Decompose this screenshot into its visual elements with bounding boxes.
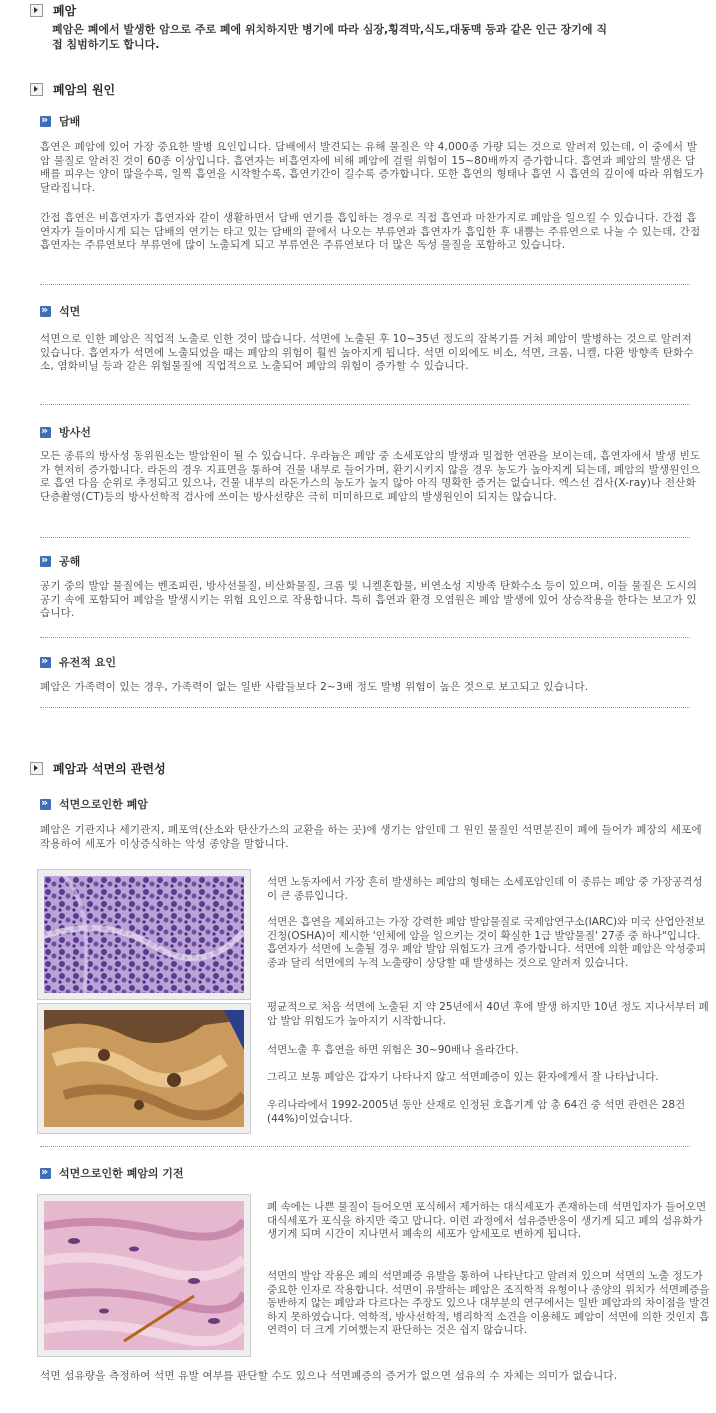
subsection-title-radiation: [40, 424, 91, 440]
subsection-title-text: 방사선: [59, 426, 91, 439]
caused-side-2: 석면은 흡연을 제외하고는 가장 강력한 폐암 발암물질로 국제암연구소(IARC)와 미국 산업안전보건청(OSHA)이 제시한 '인체에 암을 일으키는 것이 확실한 1급 발암물질' 27종 중 하나"입니다. 흡연자가 석면에 노출될 경우 폐암 발암 위험도가 크게 증가합니다. 석면에 의한 폐암은 악성중피종과 달리 석면에의 누적 노출량이 상당할 때 발생하는 것으로 알려져 있습니다.: [267, 916, 706, 969]
subsection-title-text: 석면으로인한 폐암: [59, 798, 148, 811]
section-title-text: 폐암의 원인: [53, 83, 116, 97]
divider: [40, 404, 690, 405]
caused-side-6: 우리나라에서 1992-2005년 동안 산재로 인정된 호흡기계 암 총 64건 중 석면 관련은 28건(44%)이었습니다.: [267, 1099, 686, 1125]
histology-image-small-cell: [37, 869, 251, 1000]
double-arrow-icon: [40, 427, 51, 438]
arrow-box-icon: [30, 762, 43, 775]
double-arrow-icon: [40, 556, 51, 567]
mechanism-side-2: 석면의 발암 작용은 폐의 석면폐증 유발을 통하여 나타난다고 알려져 있으며 석면의 노출 정도가 중요한 인자로 작용합니다. 석면이 유발하는 폐암은 조직학적 유형이나 종양의 위치가 석면폐증을 동반하지 않는 폐암과 다르다는 주장도 있으나 대부분의 연구에서는 일반 폐암과의 차이점을 발견하지 못하였습니다. 역학적, 방사선학적, 병리학적 소견을 이용해도 폐암이 석면에 의한 것인지 흡연력이 더 크게 기여했는지 판단하는 것은 쉽지 않습니다.: [267, 1270, 710, 1336]
subsection-title-text: 유전적 요인: [59, 656, 116, 669]
section-title-text: 폐암: [53, 4, 77, 18]
subsection-title-text: 담배: [59, 115, 81, 128]
subsection-title-mechanism: [40, 1165, 184, 1181]
divider: [40, 284, 690, 285]
radiation-paragraph: 모든 종류의 방사성 동위원소는 발암원이 될 수 있습니다. 우라늄은 폐암 중 소세포암의 발생과 밀접한 연관을 보이는데, 흡연자에서 발생 빈도가 현저히 증가합니다. 라돈의 경우 지표면을 통하여 건물 내부로 들어가며, 환기시키지 않을 경우 농도가 높아지게 되는데, 폐암의 발생원인으로 흡연 다음 순위로 추정되고 있으나, 건물 내부의 라돈가스의 농도가 높지 않아 아직 명확한 증거는 없습니다. 엑스선 검사(X-ray)나 전산화단층촬영(CT)등의 방사선학적 검사에 쓰이는 방사선량은 극히 미미하므로 폐암의 발생원인이 되지는 않습니다.: [40, 450, 701, 503]
caused-side-3: 평균적으로 처음 석면에 노출된 지 약 25년에서 40년 후에 발생 하지만 10년 정도 지나서부터 폐암 발암 위험도가 높아지기 시작합니다.: [267, 1001, 709, 1027]
double-arrow-icon: [40, 1168, 51, 1179]
mechanism-paragraph-end: 석면 섬유량을 측정하여 석면 유발 여부를 판단할 수도 있으나 석면폐증의 증거가 없으면 섬유의 수 자체는 의미가 없습니다.: [40, 1370, 618, 1382]
subsection-title-tobacco: [40, 113, 80, 129]
divider: [40, 537, 690, 538]
double-arrow-icon: [40, 306, 51, 317]
asbestos-paragraph: 석면으로 인한 폐암은 직업적 노출로 인한 것이 많습니다. 석면에 노출된 후 10~35년 정도의 잠복기를 거쳐 폐암이 발병하는 것으로 알려져 있습니다. 흡연자가 석면에 노출되었을 때는 폐암의 위험이 훨씬 높아지게 됩니다. 석면 이외에도 비소, 석면, 크롬, 니켈, 다환 방향족 탄화수소, 염화비닐 등과 같은 위험물질에 직업적으로 노출되어 폐암의 위험이 증가할 수 있습니다.: [40, 333, 694, 372]
divider: [40, 637, 690, 638]
histology-image-fibrosis: [37, 1194, 251, 1357]
double-arrow-icon: [40, 799, 51, 810]
tobacco-paragraph-2: 간접 흡연은 비흡연자가 흡연자와 같이 생활하면서 담배 연기를 흡입하는 경우로 직접 흡연과 마찬가지로 폐암을 일으킬 수 있습니다. 간접 흡연자가 들이마시게 되는 담배의 연기는 타고 있는 담배의 끝에서 나오는 부류연과 흡연자가 흡입한 후 내뿜는 주류연으로 나눌 수 있는데, 간접 흡연자는 주류연보다 부류연에 많이 노출되게 되고 부류연은 주류연보다 더 많은 독성 물질을 포함하고 있습니다.: [40, 212, 701, 251]
divider: [40, 1146, 690, 1147]
double-arrow-icon: [40, 657, 51, 668]
subsection-title-asbestos: [40, 303, 80, 319]
lung-cancer-intro: 폐암은 폐에서 발생한 암으로 주로 폐에 위치하지만 병기에 따라 심장,횡격막,식도,대동맥 등과 같은 인근 장기에 직접 침범하기도 합니다.: [52, 23, 607, 51]
subsection-title-caused: [40, 796, 148, 812]
tissue-image-tumor: [37, 1003, 251, 1134]
pollution-paragraph: 공기 중의 발암 물질에는 벤조피린, 방사선물질, 비산화물질, 크롬 및 니켈혼합물, 비연소성 지방족 탄화수소 등이 있으며, 이들 물질은 도시의 공기 속에 포함되어 폐암을 발생시키는 위험 요인으로 작용합니다. 특히 흡연과 환경 오염원은 폐암 발생에 있어 상승작용을 한다는 보고가 있습니다.: [40, 580, 698, 619]
section-title-text: 폐암과 석면의 관련성: [53, 762, 166, 776]
double-arrow-icon: [40, 116, 51, 127]
section-title-relation: [30, 760, 166, 777]
subsection-title-pollution: [40, 553, 80, 569]
mechanism-side-1: 폐 속에는 나쁜 물질이 들어오면 포식해서 제거하는 대식세포가 존재하는데 석면입자가 들어오면 대식세포가 포식을 하지만 죽고 맙니다. 이런 과정에서 섬유증반응이 생기게 되고 폐의 섬유화가 생기게 되며 시간이 지나면서 폐속의 세포가 암세포로 변하게 됩니다.: [267, 1201, 707, 1240]
arrow-box-icon: [30, 83, 43, 96]
subsection-title-text: 공해: [59, 555, 81, 568]
tobacco-paragraph-1: 흡연은 폐암에 있어 가장 중요한 발병 요인입니다. 담배에서 발견되는 유해 물질은 약 4,000종 가량 되는 것으로 알려져 있는데, 이 중에서 발암 물질로 알려진 것이 60종 이상입니다. 흡연자는 비흡연자에 비해 폐암에 걸릴 위험이 15~80배까지 증가합니다. 흡연과 폐암의 발생은 담배를 피우는 양이 많을수록, 일찍 흡연을 시작할수록, 흡연기간이 길수록 증가합니다. 또한 흡연의 형태나 흡연 시 흡연의 깊이에 따라 위험도가 달라집니다.: [40, 141, 704, 194]
caused-side-4: 석면노출 후 흡연을 하면 위험은 30~90배나 올라간다.: [267, 1044, 519, 1056]
divider: [40, 707, 690, 708]
subsection-title-text: 석면: [59, 305, 81, 318]
genetic-paragraph: 폐암은 가족력이 있는 경우, 가족력이 없는 일반 사람들보다 2~3배 정도 발병 위험이 높은 것으로 보고되고 있습니다.: [40, 681, 589, 693]
arrow-box-icon: [30, 4, 43, 17]
subsection-title-genetic: [40, 654, 116, 670]
subsection-title-text: 석면으로인한 폐암의 기전: [59, 1167, 184, 1180]
section-title-lung-cancer: [30, 2, 76, 19]
section-title-causes: [30, 81, 115, 98]
caused-side-5: 그리고 보통 폐암은 갑자기 나타나지 않고 석면폐증이 있는 환자에게서 잘 나타납니다.: [267, 1071, 659, 1083]
caused-side-1: 석면 노동자에서 가장 흔히 발생하는 폐암의 형태는 소세포암인데 이 종류는 폐암 중 가장공격성이 큰 종류입니다.: [267, 876, 703, 902]
caused-paragraph: 폐암은 기관지나 세기관지, 폐포역(산소와 탄산가스의 교환을 하는 곳)에 생기는 암인데 그 원인 물질인 석면분진이 폐에 들어가 폐장의 세포에 작용하여 세포가 이상증식하는 악성 종양을 말합니다.: [40, 824, 702, 850]
